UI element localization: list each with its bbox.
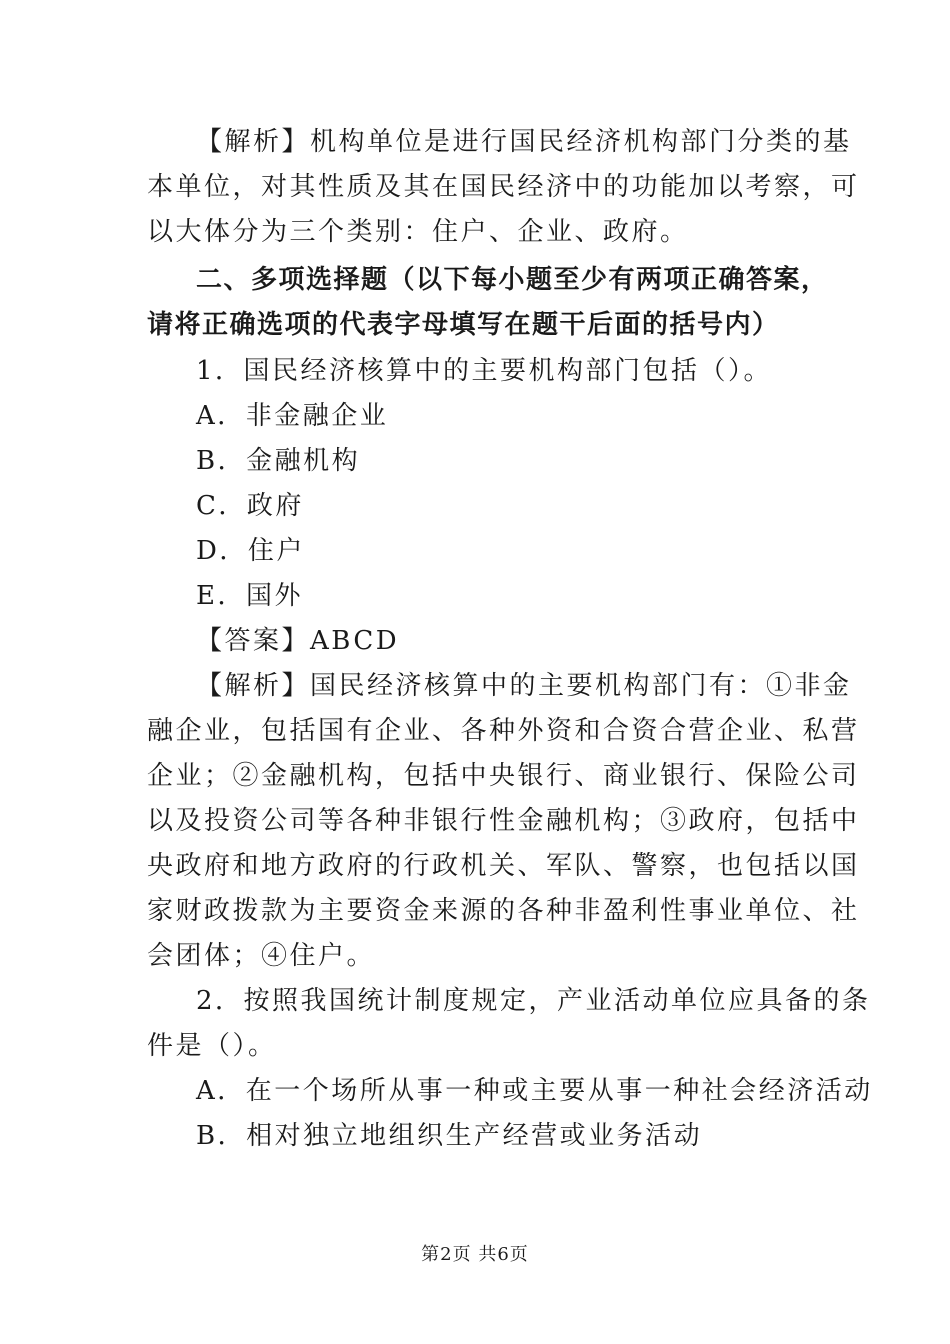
question-2: 2．按照我国统计制度规定，产业活动单位应具备的条 — [196, 986, 871, 1016]
analysis-paragraph-line: 本单位，对其性质及其在国民经济中的功能加以考察，可 — [147, 172, 860, 202]
option-b: B．金融机构 — [196, 446, 361, 476]
analysis-paragraph-line: 以大体分为三个类别：住户、企业、政府。 — [147, 217, 689, 247]
question-2: 件是（）。 — [147, 1031, 277, 1061]
analysis-paragraph-line: 会团体；④住户。 — [147, 941, 376, 971]
analysis-paragraph-line: 家财政拨款为主要资金来源的各种非盈利性事业单位、社 — [147, 896, 860, 926]
analysis-paragraph-line: 【解析】机构单位是进行国民经济机构部门分类的基 — [196, 127, 852, 157]
option-a: A．非金融企业 — [196, 401, 389, 431]
option-e: E．国外 — [196, 581, 303, 611]
page-footer: 第2页 共6页 — [421, 1244, 529, 1265]
analysis-paragraph-line: 以及投资公司等各种非银行性金融机构；③政府，包括中 — [147, 806, 860, 836]
analysis-paragraph-line: 央政府和地方政府的行政机关、军队、警察，也包括以国 — [147, 851, 860, 881]
analysis-paragraph-line: 融企业，包括国有企业、各种外资和合资合营企业、私营 — [147, 716, 860, 746]
option-a: A．在一个场所从事一种或主要从事一种社会经济活动 — [196, 1076, 873, 1106]
question-1: 1．国民经济核算中的主要机构部门包括（）。 — [196, 356, 773, 386]
section-heading: 请将正确选项的代表字母填写在题干后面的括号内） — [147, 310, 780, 340]
option-b: B．相对独立地组织生产经营或业务活动 — [196, 1121, 703, 1151]
answer: 【答案】ABCD — [196, 626, 400, 656]
option-d: D．住户 — [196, 536, 305, 566]
section-heading: 二、多项选择题（以下每小题至少有两项正确答案， — [196, 265, 829, 295]
analysis-paragraph-line: 【解析】国民经济核算中的主要机构部门有：①非金 — [196, 671, 852, 701]
option-c: C．政府 — [196, 491, 304, 521]
analysis-paragraph-line: 企业；②金融机构，包括中央银行、商业银行、保险公司 — [147, 761, 860, 791]
